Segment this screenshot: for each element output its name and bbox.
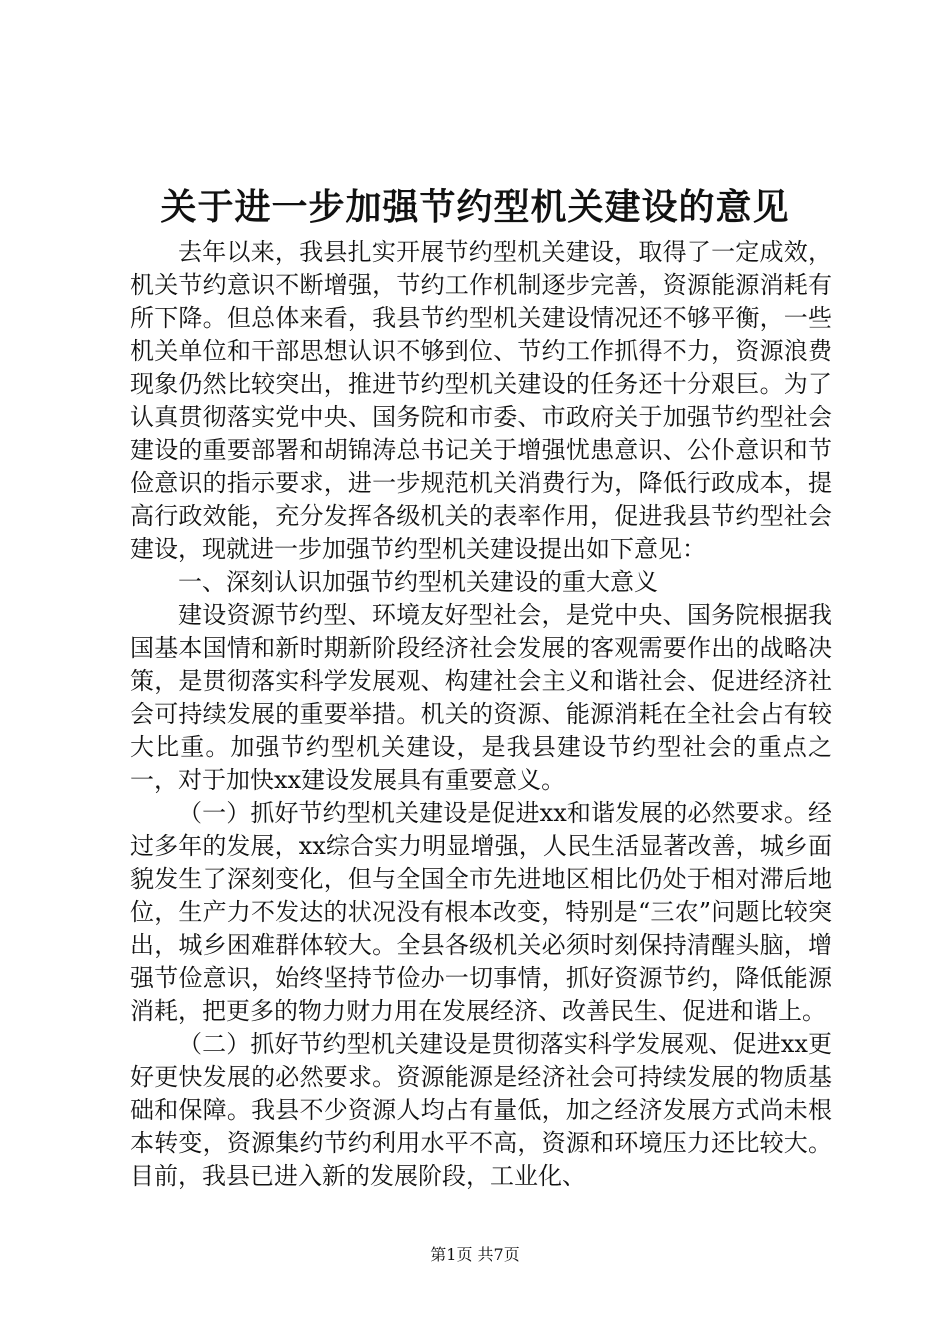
paragraph-significance: 建设资源节约型、环境友好型社会，是党中央、国务院根据我国基本国情和新时期新阶段经济社会发展的客观需要作出的战略决策，是贯彻落实科学发展观、构建社会主义和谐社会、促进经济社会可持续发展的重要举措。机关的资源、能源消耗在全社会占有较大比重。加强节约型机关建设，是我县建设节约型社会的重点之一，对于加快xx建设发展具有重要意义。 — [130, 601, 832, 794]
document-body — [130, 236, 832, 1193]
page-footer: 第1页 共7页 — [430, 1245, 520, 1264]
paragraph-point-1: （一）抓好节约型机关建设是促进xx和谐发展的必然要求。经过多年的发展，xx综合实力明显增强，人民生活显著改善，城乡面貌发生了深刻变化，但与全国全市先进地区相比仍处于相对滞后地位，生产力不发达的状况没有根本改变，特别是“三农”问题比较突出，城乡困难群体较大。全县各级机关必须时刻保持清醒头脑，增强节俭意识，始终坚持节俭办一切事情，抓好资源节约，降低能源消耗，把更多的物力财力用在发展经济、改善民生、促进和谐上。 — [130, 799, 832, 1025]
paragraph-intro: 去年以来，我县扎实开展节约型机关建设，取得了一定成效，机关节约意识不断增强，节约工作机制逐步完善，资源能源消耗有所下降。但总体来看，我县节约型机关建设情况还不够平衡，一些机关单位和干部思想认识不够到位、节约工作抓得不力，资源浪费现象仍然比较突出，推进节约型机关建设的任务还十分艰巨。为了认真贯彻落实党中央、国务院和市委、市政府关于加强节约型社会建设的重要部署和胡锦涛总书记关于增强忧患意识、公仆意识和节俭意识的指示要求，进一步规范机关消费行为，降低行政成本，提高行政效能，充分发挥各级机关的表率作用，促进我县节约型社会建设，现就进一步加强节约型机关建设提出如下意见： — [130, 238, 832, 563]
section-heading-1: 一、深刻认识加强节约型机关建设的重大意义 — [178, 568, 658, 596]
paragraph-point-2: （二）抓好节约型机关建设是贯彻落实科学发展观、促进xx更好更快发展的必然要求。资源能源是经济社会可持续发展的物质基础和保障。我县不少资源人均占有量低，加之经济发展方式尚未根本转变，资源集约节约利用水平不高，资源和环境压力还比较大。目前，我县已进入新的发展阶段，工业化、 — [130, 1030, 832, 1190]
document-title: 关于进一步加强节约型机关建设的意见 — [160, 186, 790, 228]
